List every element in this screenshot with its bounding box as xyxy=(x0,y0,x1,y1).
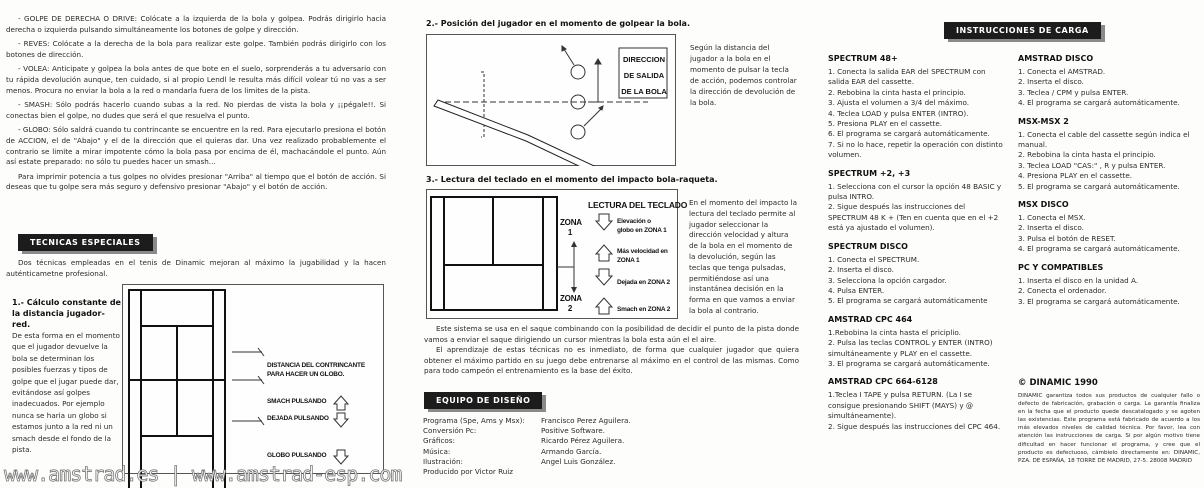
smach-label: SMACH PULSANDO xyxy=(267,398,327,405)
watermark: www.amstrad.es | www.amstrad-esp.com xyxy=(4,462,402,486)
intro-text: Dos técnicas empleadas en el tenis de Dinamic mejoran al máximo la jugabilidad y la hacen auténticametne profesional. xyxy=(6,258,386,278)
column-1-strokes xyxy=(6,14,386,197)
section2-title: 2.- Posición del jugador en el momento de golpear la bola. xyxy=(426,19,690,28)
instruction: 3. El programa se cargará automáticamente. xyxy=(1018,296,1180,306)
arrow-up-icon xyxy=(596,245,612,261)
credit-name: Positive Software. xyxy=(541,426,605,436)
section-title: AMSTRAD CPC 464 xyxy=(828,314,913,324)
section2-text: Según la distancia del jugador a la bola en el momento de pulsar la tecla de acción, podemos controlar la dirección de devolución de la bola. xyxy=(690,43,797,107)
zona1-word: ZONA xyxy=(560,218,582,227)
instruction: 1. Conecta el cable del cassette según indica el manual. xyxy=(1018,129,1190,150)
producer: Producido por Victor Ruiz xyxy=(423,467,514,477)
credit-row xyxy=(423,416,631,426)
section3-title: 3.- Lectura del teclado en el momento del impacto bola-raqueta. xyxy=(426,175,718,184)
section-title: MSX-MSX 2 xyxy=(1018,116,1069,126)
arrow-up-icon xyxy=(571,241,577,247)
court-diagram xyxy=(122,284,384,488)
credits xyxy=(423,416,631,477)
credit-role: Música: xyxy=(423,446,451,456)
closing-paragraph: El aprendizaje de estas técnicas no es inmediato, de forma que cualquier jugador que quiera obtener el máximo partido en su juego debe entrenarse al máximo en el control de las mismas. Como para todo campeón el entrenamiento es la base del éxito. xyxy=(424,345,799,376)
dejada-label: DEJADA PULSANDO xyxy=(267,415,329,422)
instruction: 2. Sigue después las instrucciones del CPC 464. xyxy=(828,421,1001,431)
section1-title: 1.- Cálculo constante de la distancia jugador-red. xyxy=(12,298,121,329)
zona2-number: 2 xyxy=(567,304,573,313)
section1-text: De esta forma en el momento que el jugador devuelve la bola se determinan los posibles fuerzas y tipos de golpe que el jugar puede dar, evitándose así golpes inadecuados. Por ejemplo nunca se haria un globo si estamos junto a la red ni un smach desde el fondo de la pista. xyxy=(12,331,120,455)
instruction: 3. Ajusta el volumen a 3/4 del máximo. xyxy=(828,98,970,108)
instruction: 1. Conecta el AMSTRAD. xyxy=(1018,67,1106,76)
instruction: 4. Teclea LOAD y pulsa ENTER (INTRO). xyxy=(828,108,969,118)
closing-paragraph: Este sistema se usa en el saque combinando con la posibilidad de decidir el punto de la pista donde vamos a enviar el saque dirigiendo un cursor mientras la bola esta aún el el aire. xyxy=(424,324,799,344)
arrow-down-icon xyxy=(596,214,612,230)
closing-text xyxy=(424,324,799,381)
banner-tecnicas-especiales: TECNICAS ESPECIALES xyxy=(18,234,153,251)
credit-name: Armando García. xyxy=(541,446,602,456)
zona2-label xyxy=(560,294,580,314)
intro-tecnicas xyxy=(6,258,386,283)
paragraph-drive: - GOLPE DE DERECHA O DRIVE: Colócate a la izquierda de la bola y golpea. Podrás dirigirlo hacia derecha o izquierda pulsando simultáneamente los botones de golpe y dirección. xyxy=(6,14,386,34)
keyboard-item-globo: Elevación o globo en ZONA 1 xyxy=(617,218,667,234)
paragraph-volea: - VOLEA: Anticipate y golpea la bola antes de que bote en el suelo, sorprenderás a tu adversario con tu rápida devolución aunque, ten cuidado, si al propio Lendl le resulta más difícil volear tú no vas a ser menos. Procura no enviar la bola a la red o mandarla fuera de los limites de la pista. xyxy=(6,64,386,95)
section-spectrum-plus xyxy=(828,169,1004,234)
instruction: 2. Sigue después las instrucciones del SPECTRUM 48 K + (Ten en cuenta que en el +2 está ya ajustado el volumen). xyxy=(828,202,999,233)
section-title: MSX DISCO xyxy=(1018,200,1069,210)
credit-row xyxy=(423,436,631,446)
arrow-up-icon xyxy=(334,396,348,410)
direction-label-line: DE LA BOLA xyxy=(621,87,667,96)
instruction: 5. El programa se cargará automáticamente. xyxy=(1018,181,1180,191)
zona1-label xyxy=(560,218,580,238)
credit-row xyxy=(423,447,631,457)
section-spectrum-48 xyxy=(828,54,1004,161)
section-title: AMSTRAD DISCO xyxy=(1018,54,1094,63)
paragraph-smash: - SMASH: Sólo podrás hacerlo cuando subas a la red. No pierdas de vista la bola y ¡¡pégale!!. Si conectas bien el golpe, no dudes que será el que resuelva el punto. xyxy=(6,100,386,120)
zona2-word: ZONA xyxy=(560,294,582,303)
instruction: 6. El programa se cargará automáticamente. xyxy=(828,129,990,139)
instruction: 3. Teclea / CPM y pulsa ENTER. xyxy=(1018,87,1129,97)
instruction: 7. Si no lo hace, repetir la operación con distinto volumen. xyxy=(828,139,1003,160)
arrow-down-icon xyxy=(596,269,612,285)
globo-label: GLOBO PULSANDO xyxy=(267,452,327,459)
section-amstrad-464 xyxy=(828,315,1004,370)
section-title: PC Y COMPATIBLES xyxy=(1018,262,1104,272)
credit-row xyxy=(423,457,631,467)
credit-row xyxy=(423,426,631,436)
section-spectrum-disco xyxy=(828,242,1004,307)
loading-left-column xyxy=(828,46,1004,432)
credit-role: Conversión Pc: xyxy=(423,426,477,436)
instruction: 2. Pulsa las teclas CONTROL y ENTER (INTRO) simultáneamente y PLAY en el cassette. xyxy=(828,338,993,358)
section-amstrad-6128 xyxy=(828,377,1004,432)
instruction: 4. Presiona PLAY en el cassette. xyxy=(1018,171,1133,181)
direction-label xyxy=(621,52,667,100)
distance-label: DISTANCIA DEL CONTRINCANTE PARA HACER UN GLOBO. xyxy=(267,362,365,378)
direction-label-line: DE SALIDA xyxy=(623,71,665,80)
section-title: SPECTRUM 48+ xyxy=(828,54,898,63)
credit-name: Ricardo Pérez Aguilera. xyxy=(541,436,625,446)
instruction: 5. El programa se cargará automáticamente xyxy=(828,296,988,306)
section3-text: En el momento del impacto la lectura del teclado permite al jugador seleccionar la dirección velocidad y altura de la bola en el momento de la devolución, según las teclas que tenga pulsadas, permitiéndose así una instantánea decisión en la forma en que vamos a enviar la bola al contrario. xyxy=(689,198,798,315)
racket-icon xyxy=(434,100,624,166)
keyboard-item-velocidad: Más velocidad en ZONA 1 xyxy=(617,248,668,264)
instruction: 1. Conecta la salida EAR del SPECTRUM con salida EAR del cassette. xyxy=(828,67,986,87)
instruction: 1. Conecta el SPECTRUM. xyxy=(828,254,920,264)
section-amstrad-disco xyxy=(1018,54,1200,109)
instruction: 2. Conecta el ordenador. xyxy=(1018,286,1107,296)
instruction: 1. Selecciona con el cursor la opción 48 BASIC y pulsa INTRO. xyxy=(828,181,1002,202)
banner-instrucciones-carga: INSTRUCCIONES DE CARGA xyxy=(944,22,1101,39)
section-msx xyxy=(1018,117,1200,192)
instruction: 2. Rebobina la cinta hasta el principio. xyxy=(828,87,966,97)
keyboard-item-dejada: Dejada en ZONA 2 xyxy=(617,279,670,286)
instruction: 2. Inserta el disco. xyxy=(1018,223,1084,233)
arrow-down-icon xyxy=(334,413,348,427)
paragraph-reves: - REVES: Colócate a la derecha de la bola para realizar este golpe. También podrás dirigirlo con los botones de dirección. xyxy=(6,39,386,59)
zona1-number: 1 xyxy=(567,228,573,237)
credit-name: Francisco Perez Aguilera. xyxy=(541,416,631,425)
arrow-down-icon xyxy=(571,287,577,293)
instruction: 5. Presiona PLAY en el cassette. xyxy=(828,119,943,129)
instruction: 2. Inserta el disco. xyxy=(828,265,894,275)
keyboard-item-smach: Smach en ZONA 2 xyxy=(617,306,671,313)
direction-label-line: DIRECCION xyxy=(622,55,666,64)
instruction: 3. Teclea LOAD "CAS:" , R y pulsa ENTER. xyxy=(1018,160,1166,170)
instruction: 3. Selecciona la opción cargador. xyxy=(828,275,947,285)
instruction: 3. El programa se cargará automáticamente. xyxy=(828,358,990,368)
banner-equipo-diseno: EQUIPO DE DISEÑO xyxy=(424,392,542,409)
ball-icon xyxy=(571,125,585,139)
instruction: 1. Inserta el disco en la unidad A. xyxy=(1018,275,1139,285)
credit-name: Angel Luis González. xyxy=(541,456,616,466)
section-title: SPECTRUM DISCO xyxy=(828,241,908,251)
instruction: 1.Teclea I TAPE y pulsa RETURN. (La I se consigue presionando SHIFT (MAYS) y @ simultáneamente). xyxy=(828,390,974,421)
instruction: 4. El programa se cargará automáticamente. xyxy=(1018,244,1180,254)
instruction: 2. Inserta el disco. xyxy=(1018,77,1084,87)
paragraph-potencia: Para imprimir potencia a tus golpes no olvides presionar "Arriba" al tiempo que el botón de acción. Si deseas que tu golpe sera más seguro y defensivo presionar "Abajo" y el botón de acción. xyxy=(6,171,386,192)
instruction: 4. El programa se cargará automáticamente. xyxy=(1018,98,1180,108)
credit-role: Programa (Spe, Ams y Msx): xyxy=(423,416,525,425)
credit-role: Ilustración: xyxy=(423,456,463,466)
credit-role: Gráficos: xyxy=(423,436,455,446)
instruction: 1. Conecta el MSX. xyxy=(1018,213,1086,223)
instruction: 1.Rebobina la cinta hasta el priciplio. xyxy=(828,327,961,337)
section-title: AMSTRAD CPC 664-6128 xyxy=(828,377,938,387)
keyboard-reading-title: LECTURA DEL TECLADO xyxy=(588,200,688,210)
instruction: 4. Pulsa ENTER. xyxy=(828,285,885,295)
section-title: SPECTRUM +2, +3 xyxy=(828,168,911,178)
section-msx-disco xyxy=(1018,200,1200,255)
copyright: © DINAMIC 1990 xyxy=(1018,378,1098,388)
paragraph-globo: - GLOBO: Sólo saldrá cuando tu contrincante se encuentre en la red. Para ejecutarlo presiona el botón de ACCION, el de "Abajo" y el de la dirección que el quieras dar. Una vez realizado probablemente el contrario se limite a mirar impotente cómo la bola pasa por encima de él, machacándole el punto. Aún así estate preparado: no sólo tu puedes hacer un smash... xyxy=(6,125,386,167)
arrow-up-icon xyxy=(596,298,612,314)
instruction: 3. Pulsa el botón de RESET. xyxy=(1018,233,1116,243)
loading-right-column xyxy=(1018,46,1200,307)
ball-icon xyxy=(571,65,585,79)
warranty-text: DINAMIC garantiza todos sus productos de cualquier fallo o defecto de fabricación, grabación o carga. La garantía finaliza en la fecha que el producto quede descatalogado y se agoten las existencias. Este programa está fabricado de acuerdo a los más elevados niveles de calidad técnica. Por favor, lea con atención las instrucciones de carga. Si por algún motivo tiene dificultad en hacer funcionar el programa, y cree que el producto es defectuoso, cámbielo directamente en: DINAMIC, PZA. DE ESPAÑA, 18 TORRE DE MADRID, 27-5. 28008 MADRID xyxy=(1018,393,1200,464)
instruction: 2. Rebobina la cinta hasta el principio. xyxy=(1018,150,1156,160)
section-pc xyxy=(1018,263,1200,307)
